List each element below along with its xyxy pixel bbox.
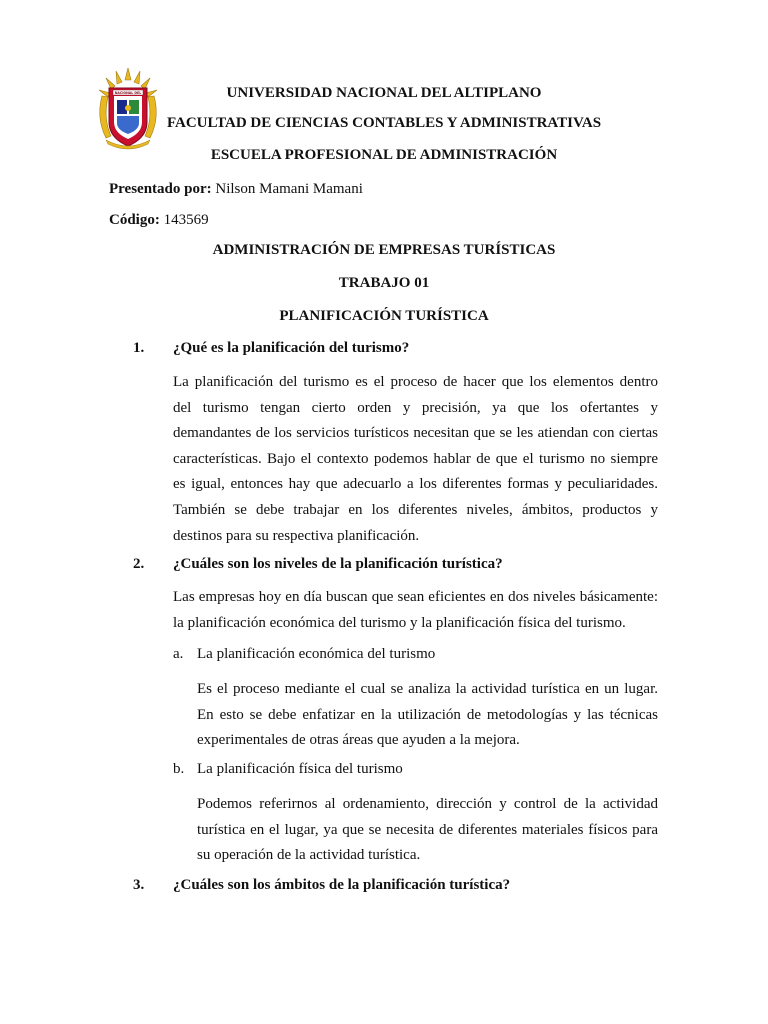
q1-line: características. Bajo el contexto podemos hablar de que el turismo no siempre: [173, 450, 658, 467]
subitem-b-label: b.: [173, 761, 185, 777]
question-1-number: 1.: [133, 340, 145, 356]
code-value: 143569: [159, 212, 209, 228]
q1-line: del turismo tengan cierto orden y precisión, ya que los ofertantes y: [173, 399, 658, 416]
question-3-heading: ¿Cuáles son los ámbitos de la planificación turística?: [173, 877, 511, 893]
school-title: ESCUELA PROFESIONAL DE ADMINISTRACIÓN: [210, 147, 558, 163]
presenter-label: Presentado por:: [109, 181, 212, 197]
presenter-name: Nilson Mamani Mamani: [211, 181, 363, 197]
question-3-number: 3.: [133, 877, 145, 893]
question-2-number: 2.: [133, 556, 145, 572]
question-2-answer: [173, 585, 658, 636]
question-1-heading: ¿Qué es la planificación del turismo?: [173, 340, 410, 356]
work-title: TRABAJO 01: [338, 275, 430, 291]
q2-line: Las empresas hoy en día buscan que sean eficientes en dos niveles básicamente:: [173, 589, 658, 605]
university-title: UNIVERSIDAD NACIONAL DEL ALTIPLANO: [226, 85, 542, 101]
question-2-heading: ¿Cuáles son los niveles de la planificación turística?: [173, 556, 503, 572]
subitem-b-title: La planificación física del turismo: [197, 761, 403, 777]
b-line: turística en el lugar, ya que se necesita de diferentes materiales físicos para: [197, 821, 658, 838]
subitem-b-body: [197, 792, 658, 869]
b-line: Podemos referirnos al ordenamiento, dirección y control de la actividad: [197, 796, 658, 812]
q2-line: la planificación económica del turismo y la planificación física del turismo.: [173, 614, 626, 631]
subitem-a-title: La planificación económica del turismo: [197, 646, 436, 662]
q1-line: demandantes de los servicios turísticos necesitan que se les atiendan con ciertas: [173, 425, 658, 442]
subitem-a-body: [197, 677, 658, 754]
a-line: Es el proceso mediante el cual se analiza la actividad turística en un lugar.: [197, 681, 658, 697]
course-title: ADMINISTRACIÓN DE EMPRESAS TURÍSTICAS: [212, 242, 556, 258]
a-line: En esto se debe enfatizar en la utilización de metodologías y las técnicas: [197, 706, 658, 723]
presenter-line: [109, 181, 363, 198]
q1-line: destinos para su respectiva planificación.: [173, 527, 420, 544]
a-line: experimentales de otras áreas que ayuden a la mejora.: [197, 732, 520, 749]
code-line: [109, 212, 209, 229]
q1-line: es igual, entonces hay que adecuarlo a los diferentes formas y peculiaridades.: [173, 476, 658, 493]
question-1-answer: [173, 370, 658, 549]
subitem-a-label: a.: [173, 646, 184, 662]
topic-title: PLANIFICACIÓN TURÍSTICA: [279, 308, 489, 324]
b-line: su operación de la actividad turística.: [197, 847, 421, 864]
q1-line: La planificación del turismo es el proceso de hacer que los elementos dentro: [173, 374, 658, 390]
crest-banner-text: NACIONAL DEL: [114, 91, 142, 95]
university-crest-logo: [96, 66, 160, 150]
faculty-title: FACULTAD DE CIENCIAS CONTABLES Y ADMINISTRATIVAS: [166, 115, 602, 131]
q1-line: También se debe trabajar en los diferentes niveles, ámbitos, productos y: [173, 501, 658, 518]
code-label: Código:: [109, 212, 160, 228]
